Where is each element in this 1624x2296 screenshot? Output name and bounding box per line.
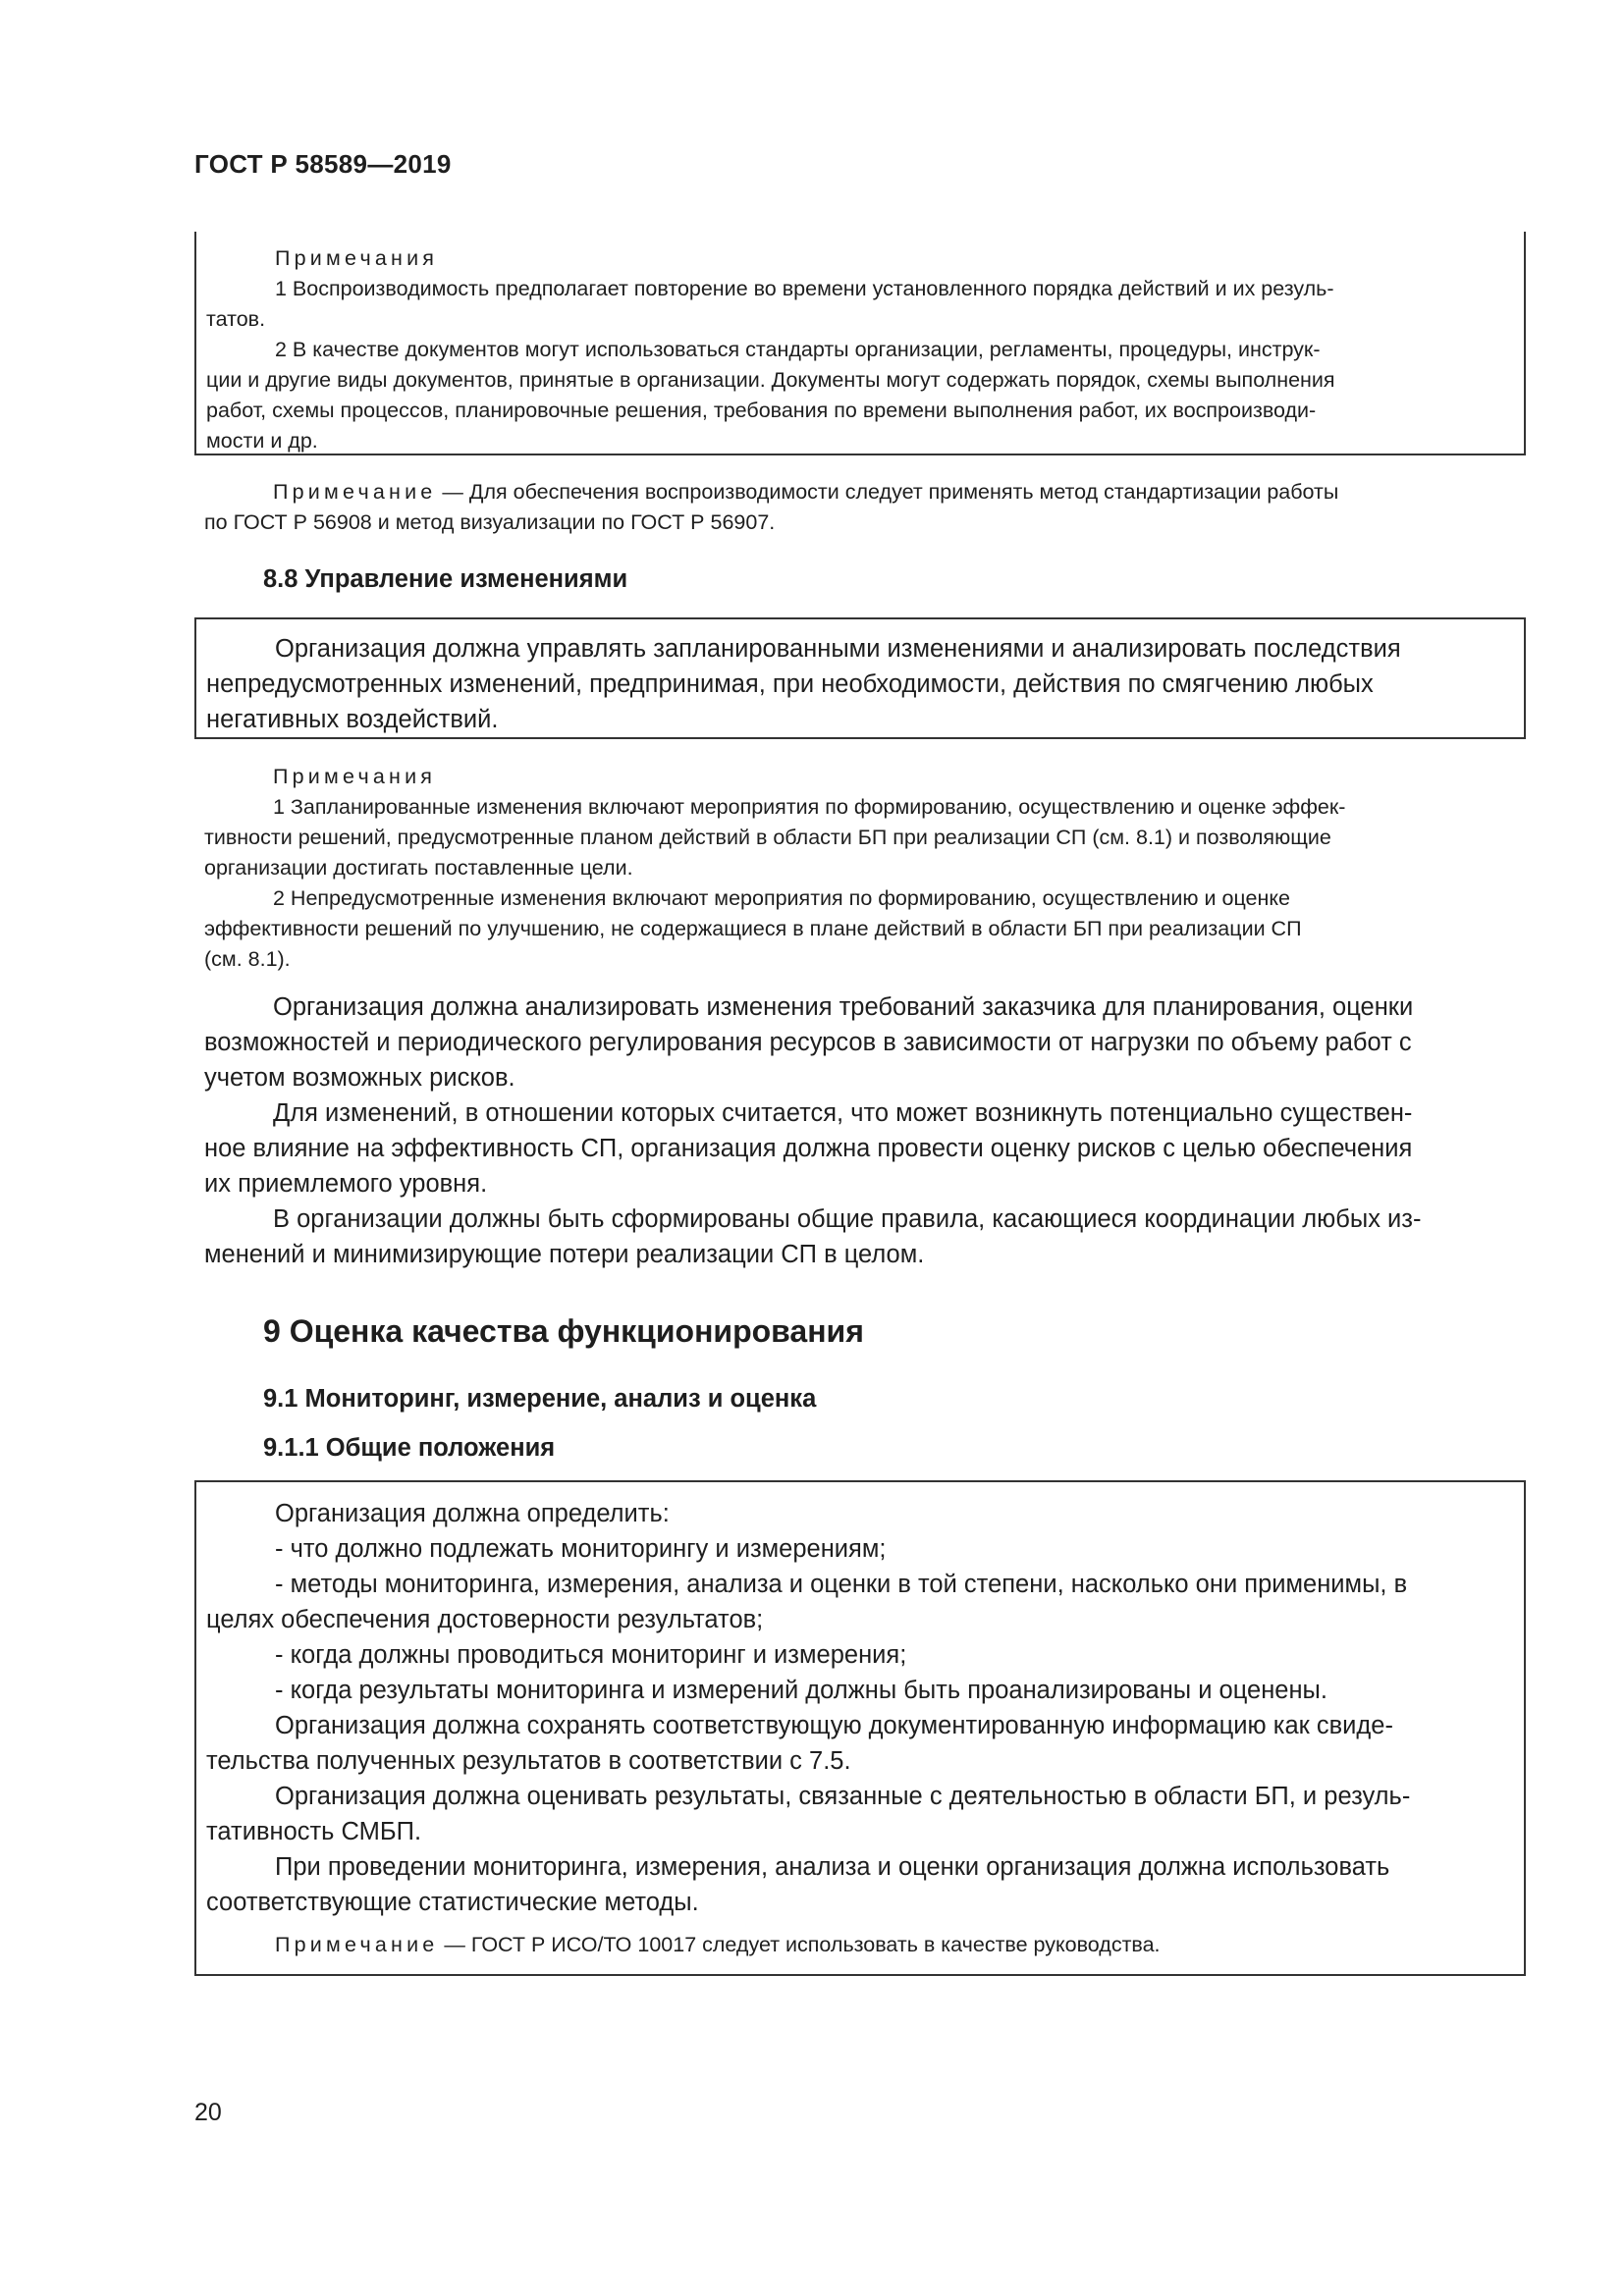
document-header: ГОСТ Р 58589—2019 xyxy=(194,149,452,179)
note-line: мости и др. xyxy=(206,429,318,453)
frame-line: Организация должна определить: xyxy=(275,1500,670,1527)
notes-block xyxy=(194,762,1526,975)
notes-frame-continued xyxy=(194,232,1526,455)
page-number: 20 xyxy=(194,2099,222,2126)
frame-line: тативность СМБП. xyxy=(206,1818,422,1845)
note-line: 2 В качестве документов могут использоваться стандарты организации, регламенты, процедуры, инструк- xyxy=(275,338,1321,361)
frame-note xyxy=(206,1930,1514,1960)
note-text: — Для обеспечения воспроизводимости следует применять метод стандартизации работы xyxy=(436,480,1339,504)
frame-line: целях обеспечения достоверности результатов; xyxy=(206,1606,764,1633)
body-line: учетом возможных рисков. xyxy=(204,1064,515,1092)
frame-line: Организация должна сохранять соответствующую документированную информацию как свиде- xyxy=(275,1712,1393,1739)
frame-line: - когда результаты мониторинга и измерений должны быть проанализированы и оценены. xyxy=(275,1677,1327,1704)
note-label: Примечание xyxy=(273,480,437,504)
note-line: организации достигать поставленные цели. xyxy=(204,856,633,880)
section-heading-9-1: 9.1 Мониторинг, измерение, анализ и оценка xyxy=(263,1385,817,1413)
section-heading-9-1-1: 9.1.1 Общие положения xyxy=(263,1434,556,1462)
frame-line: - когда должны проводиться мониторинг и измерения; xyxy=(275,1641,907,1669)
frame-line: соответствующие статистические методы. xyxy=(206,1889,699,1916)
body-line: Организация должна анализировать изменения требований заказчика для планирования, оценки xyxy=(273,993,1414,1021)
note-text-line2: по ГОСТ Р 56908 и метод визуализации по ГОСТ Р 56907. xyxy=(204,510,776,534)
notes-title: Примечания xyxy=(275,246,439,270)
requirement-frame-9-1-1 xyxy=(194,1480,1526,1976)
note-line: тивности решений, предусмотренные планом действий в области БП при реализации СП (см. 8.1) и позволяющие xyxy=(204,826,1331,849)
frame-line: Организация должна оценивать результаты, связанные с деятельностью в области БП, и резуль- xyxy=(275,1783,1411,1810)
note-text: — ГОСТ Р ИСО/ТО 10017 следует использовать в качестве руководства. xyxy=(438,1933,1161,1956)
note-label: Примечание xyxy=(275,1933,439,1956)
note-line: ции и другие виды документов, принятые в организации. Документы могут содержать порядок, схемы выполнения xyxy=(206,368,1335,392)
notes-title: Примечания xyxy=(273,765,437,788)
body-line: менений и минимизирующие потери реализации СП в целом. xyxy=(204,1241,925,1268)
frame-line: непредусмотренных изменений, предпринимая, при необходимости, действия по смягчению любых xyxy=(206,670,1374,698)
frame-line: Организация должна управлять запланированными изменениями и анализировать последствия xyxy=(275,635,1401,663)
body-text xyxy=(194,989,1526,1272)
frame-line: - что должно подлежать мониторингу и измерениям; xyxy=(275,1535,887,1563)
note-line: татов. xyxy=(206,307,266,331)
frame-line: негативных воздействий. xyxy=(206,706,499,733)
body-line: возможностей и периодического регулирования ресурсов в зависимости от нагрузки по объему работ с xyxy=(204,1029,1412,1056)
note-line: эффективности решений по улучшению, не содержащиеся в плане действий в области БП при реализации СП xyxy=(204,917,1302,940)
frame-line: - методы мониторинга, измерения, анализа и оценки в той степени, насколько они применимы, в xyxy=(275,1571,1408,1598)
note-line: 2 Непредусмотренные изменения включают мероприятия по формированию, осуществлению и оценке xyxy=(273,886,1290,910)
body-line: ное влияние на эффективность СП, организация должна провести оценку рисков с целью обеспечения xyxy=(204,1135,1413,1162)
note-line: 1 Воспроизводимость предполагает повторение во времени установленного порядка действий и их резуль- xyxy=(275,277,1334,300)
note-line: (см. 8.1). xyxy=(204,947,291,971)
body-line: В организации должны быть сформированы общие правила, касающиеся координации любых из- xyxy=(273,1205,1422,1233)
note-line: работ, схемы процессов, планировочные решения, требования по времени выполнения работ, их воспроизводи- xyxy=(206,399,1317,422)
note-line: 1 Запланированные изменения включают мероприятия по формированию, осуществлению и оценке эффек- xyxy=(273,795,1346,819)
section-heading-9: 9 Оценка качества функционирования xyxy=(263,1313,864,1349)
section-heading-8-8: 8.8 Управление изменениями xyxy=(263,565,628,593)
body-line: Для изменений, в отношении которых считается, что может возникнуть потенциально существен- xyxy=(273,1099,1413,1127)
note-paragraph xyxy=(194,477,1526,538)
requirement-frame-8-8 xyxy=(194,617,1526,739)
frame-line: При проведении мониторинга, измерения, анализа и оценки организация должна использовать xyxy=(275,1853,1390,1881)
body-line: их приемлемого уровня. xyxy=(204,1170,488,1198)
frame-line: тельства полученных результатов в соответствии с 7.5. xyxy=(206,1747,851,1775)
